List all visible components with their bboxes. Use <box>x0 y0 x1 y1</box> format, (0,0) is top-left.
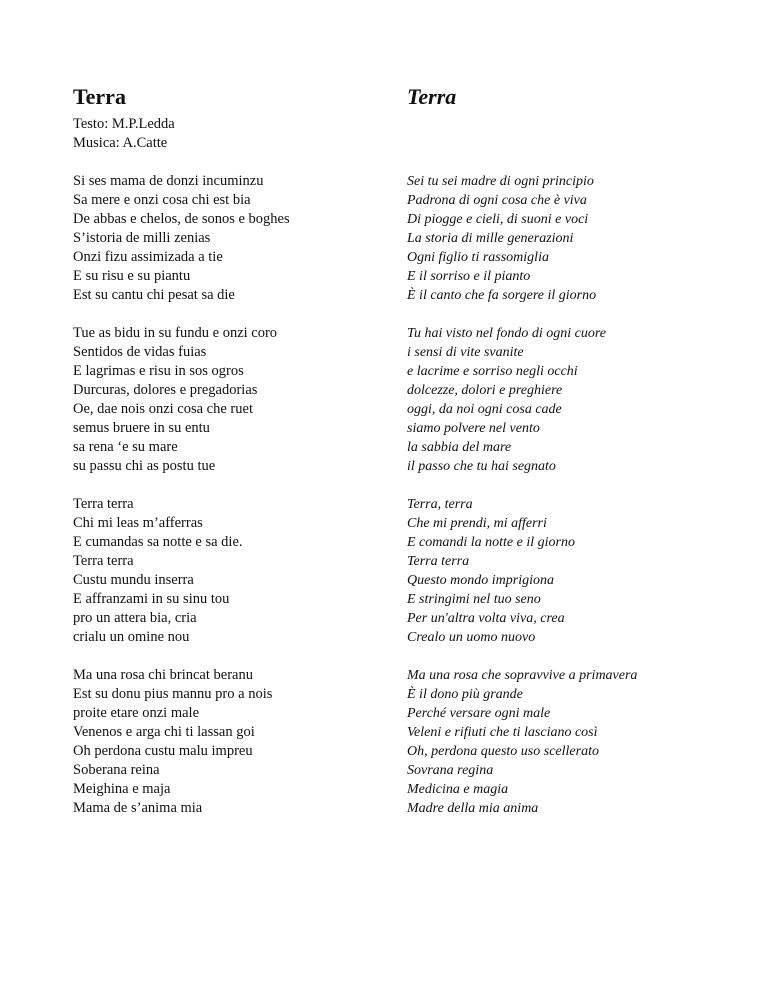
lyrics-credit: Testo: M.P.Ledda <box>73 116 175 132</box>
translation-line: La storia di mille generazioni <box>407 231 574 246</box>
stanza-3-sardinian <box>73 495 383 647</box>
lyric-line: Oe, dae nois onzi cosa che ruet <box>73 401 253 417</box>
stanza-2-sardinian <box>73 324 383 476</box>
lyric-line: Terra terra <box>73 553 134 569</box>
italian-translation-column <box>407 83 737 818</box>
lyric-line: Est su donu pius mannu pro a nois <box>73 686 273 702</box>
translation-line: e lacrime e sorriso negli occhi <box>407 364 578 379</box>
lyric-line: De abbas e chelos, de sonos e boghes <box>73 211 290 227</box>
translation-line: il passo che tu hai segnato <box>407 459 556 474</box>
lyric-line: pro un attera bia, cria <box>73 610 197 626</box>
translation-line: Sei tu sei madre di ogni principio <box>407 174 594 189</box>
lyric-line: Meighina e maja <box>73 781 171 797</box>
translation-line: Madre della mia anima <box>407 801 539 816</box>
lyric-line: Venenos e arga chi ti lassan goi <box>73 724 255 740</box>
lyric-line: Chi mi leas m’afferras <box>73 515 203 531</box>
lyric-line: su passu chi as postu tue <box>73 458 216 474</box>
translation-line: Ogni figlio ti rassomiglia <box>407 250 549 265</box>
song-title-sardinian: Terra <box>73 84 126 109</box>
stanza-3-italian <box>407 495 737 647</box>
lyric-line: crialu un omine nou <box>73 629 190 645</box>
translation-line: Medicina e magia <box>407 782 509 797</box>
translation-line: Ma una rosa che sopravvive a primavera <box>407 668 638 683</box>
translation-line: E il sorriso e il pianto <box>407 269 531 284</box>
translation-line: dolcezze, dolori e preghiere <box>407 383 563 398</box>
lyric-line: Soberana reina <box>73 762 160 778</box>
translation-line: Padrona di ogni cosa che è viva <box>407 193 587 208</box>
translation-line: Tu hai visto nel fondo di ogni cuore <box>407 326 606 341</box>
lyric-line: Mama de s’anima mia <box>73 800 203 816</box>
translation-line: È il canto che fa sorgere il giorno <box>407 288 597 303</box>
lyric-line: Sa mere e onzi cosa chi est bia <box>73 192 251 208</box>
translation-line: Sovrana regina <box>407 763 494 778</box>
song-title-italian: Terra <box>407 84 457 109</box>
credits <box>73 115 383 153</box>
lyric-line: Onzi fizu assimizada a tie <box>73 249 223 265</box>
translation-line: Che mi prendi, mi afferri <box>407 516 547 531</box>
lyric-line: sa rena ‘e su mare <box>73 439 178 455</box>
translation-line: oggi, da noi ogni cosa cade <box>407 402 562 417</box>
translation-line: Crealo un uomo nuovo <box>407 630 536 645</box>
translation-line: Veleni e rifiuti che ti lasciano così <box>407 725 598 740</box>
translation-line: E stringimi nel tuo seno <box>407 592 541 607</box>
translation-line: Oh, perdona questo uso scellerato <box>407 744 599 759</box>
lyric-line: Oh perdona custu malu impreu <box>73 743 253 759</box>
translation-line: Terra terra <box>407 554 470 569</box>
stanza-4-italian <box>407 666 737 818</box>
stanza-2-italian <box>407 324 737 476</box>
translation-line: Questo mondo imprigiona <box>407 573 554 588</box>
translation-line: Terra, terra <box>407 497 473 512</box>
lyric-line: S’istoria de milli zenias <box>73 230 211 246</box>
lyric-line: proite etare onzi male <box>73 705 200 721</box>
lyric-line: Durcuras, dolores e pregadorias <box>73 382 258 398</box>
translation-line: siamo polvere nel vento <box>407 421 540 436</box>
stanza-4-sardinian <box>73 666 383 818</box>
lyric-line: Est su cantu chi pesat sa die <box>73 287 235 303</box>
stanza-1-sardinian <box>73 172 383 305</box>
lyric-line: Custu mundu inserra <box>73 572 194 588</box>
sardinian-lyrics-column <box>73 83 383 818</box>
lyric-line: E affranzami in su sinu tou <box>73 591 230 607</box>
translation-line: È il dono più grande <box>407 687 523 702</box>
lyric-line: Si ses mama de donzi incuminzu <box>73 173 264 189</box>
lyric-line: Tue as bidu in su fundu e onzi coro <box>73 325 278 341</box>
lyric-line: E cumandas sa notte e sa die. <box>73 534 243 550</box>
lyric-line: Sentidos de vidas fuias <box>73 344 207 360</box>
translation-line: Di piogge e cieli, di suoni e voci <box>407 212 589 227</box>
translation-line: E comandi la notte e il giorno <box>407 535 575 550</box>
lyric-line: Ma una rosa chi brincat beranu <box>73 667 253 683</box>
lyric-line: E lagrimas e risu in sos ogros <box>73 363 244 379</box>
lyric-line: E su risu e su piantu <box>73 268 191 284</box>
translation-line: Per un'altra volta viva, crea <box>407 611 565 626</box>
lyric-line: semus bruere in su entu <box>73 420 210 436</box>
translation-line: Perché versare ogni male <box>407 706 551 721</box>
music-credit: Musica: A.Catte <box>73 135 168 151</box>
translation-line: i sensi di vite svanite <box>407 345 524 360</box>
lyric-line: Terra terra <box>73 496 134 512</box>
stanza-1-italian <box>407 172 737 305</box>
translation-line: la sabbia del mare <box>407 440 512 455</box>
